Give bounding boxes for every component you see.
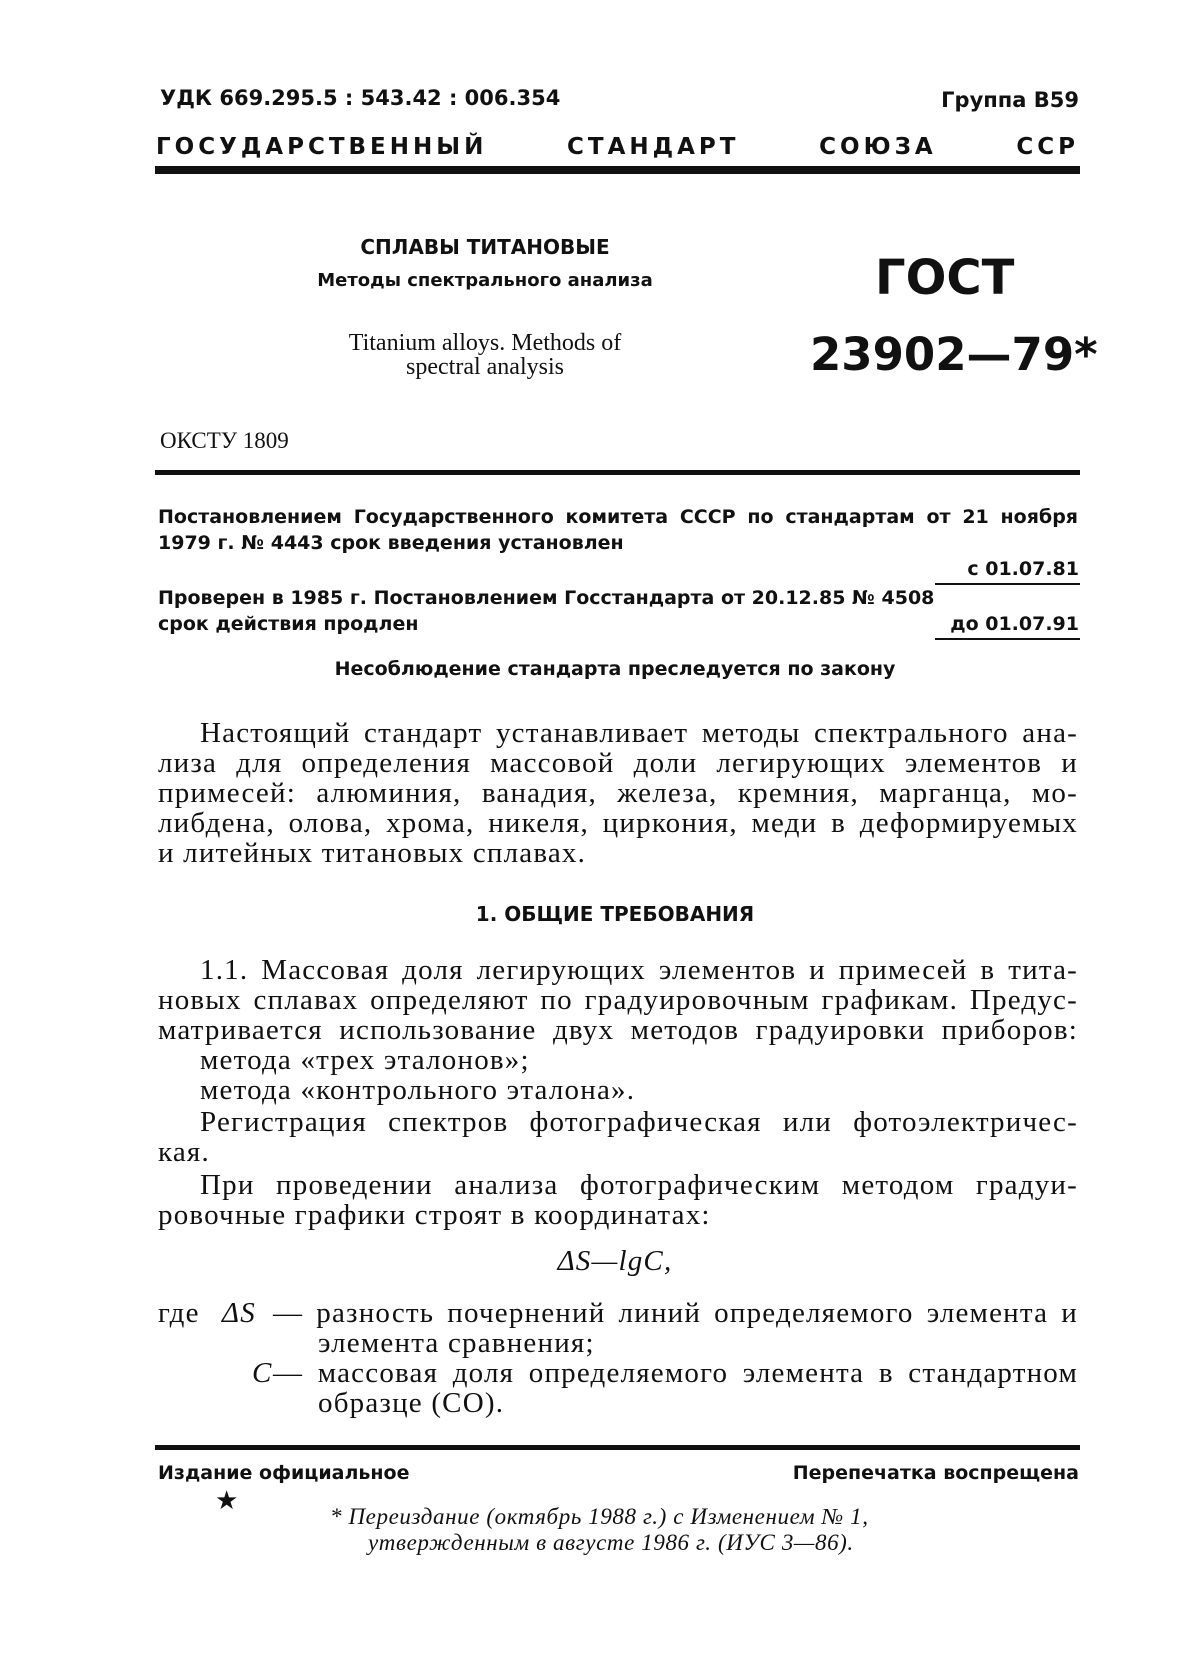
decree-line3: Проверен в 1985 г. Постановлением Госстандарта от 20.12.85 № 4508 [158, 587, 935, 609]
section-line: ровочные графики строят в координатах: [158, 1199, 711, 1231]
title-ru: СПЛАВЫ ТИТАНОВЫЕ [360, 235, 610, 259]
definition-text: — разность почернений линий определяемого элемента и [273, 1297, 1078, 1329]
definition-text: образце (СО). [318, 1387, 505, 1419]
footer-divider [155, 1445, 1080, 1450]
section-line: метода «контрольного эталона». [200, 1074, 636, 1106]
section-line: новых сплавах определяют по градуировочным графикам. Предус- [158, 984, 1078, 1016]
okstu-code: ОКСТУ 1809 [160, 428, 289, 453]
section-line: матривается использование двух методов градуировки приборов: [158, 1014, 1078, 1046]
intro-date-rule [935, 583, 1080, 585]
definition-text: — массовая доля определяемого элемента в стандартном [273, 1357, 1078, 1389]
decree-line4: срок действия продлен [158, 613, 419, 635]
official-edition: Издание официальное [158, 1462, 410, 1484]
group-code: Группа В59 [941, 88, 1079, 112]
title-en-line2: spectral analysis [406, 354, 564, 380]
intro-line: либдена, олова, хрома, никеля, циркония, меди в деформируемых [158, 807, 1078, 839]
definition-symbol: ΔS [222, 1297, 256, 1329]
formula: ΔS—lgC, [557, 1245, 673, 1277]
star-icon: ★ [215, 1486, 239, 1516]
reissue-note-line2: утвержденным в августе 1986 г. (ИУС 3—86). [368, 1530, 854, 1555]
intro-date: с 01.07.81 [967, 558, 1079, 580]
section-line: кая. [158, 1136, 210, 1168]
title-divider [155, 470, 1080, 475]
extend-date: до 01.07.91 [950, 613, 1079, 635]
intro-line: Настоящий стандарт устанавливает методы спектрального ана- [200, 717, 1078, 749]
intro-line: примесей: алюминия, ванадия, железа, кремния, марганца, мо- [158, 777, 1078, 809]
section-line: Регистрация спектров фотографическая или фотоэлектричес- [200, 1106, 1078, 1138]
intro-line: лиза для определения массовой доли легирующих элементов и [158, 747, 1078, 779]
reissue-note-line1: * Переиздание (октябрь 1988 г.) с Изменением № 1, [330, 1504, 869, 1529]
definition-where: где [158, 1297, 200, 1329]
decree-line2: 1979 г. № 4443 срок введения установлен [158, 532, 624, 554]
definition-symbol: C [252, 1357, 273, 1389]
reprint-prohibited: Перепечатка воспрещена [792, 1462, 1079, 1484]
subtitle-ru: Методы спектрального анализа [317, 270, 653, 291]
decree-line1: Постановлением Государственного комитета СССР по стандартам от 21 ноября [158, 506, 1078, 528]
gost-number: 23902—79* [810, 328, 1098, 381]
section-line: метода «трех эталонов»; [200, 1044, 530, 1076]
intro-line: и литейных титановых сплавах. [158, 837, 587, 869]
section-heading: 1. ОБЩИЕ ТРЕБОВАНИЯ [475, 902, 755, 926]
extend-date-rule [935, 638, 1080, 640]
definition-text: элемента сравнения; [318, 1327, 595, 1359]
section-line: 1.1. Массовая доля легирующих элементов и примесей в тита- [200, 954, 1078, 986]
udk-code: УДК 669.295.5 : 543.42 : 006.354 [160, 86, 561, 110]
warning-text: Несоблюдение стандарта преследуется по закону [334, 658, 896, 680]
section-line: При проведении анализа фотографическим методом градуи- [200, 1169, 1078, 1201]
gost-label: ГОСТ [875, 250, 1015, 306]
state-standard-banner: ГОСУДАРСТВЕННЫЙ СТАНДАРТ СОЮЗА ССР [156, 134, 1079, 160]
header-divider [155, 166, 1080, 174]
title-en-line1: Titanium alloys. Methods of [348, 330, 622, 356]
